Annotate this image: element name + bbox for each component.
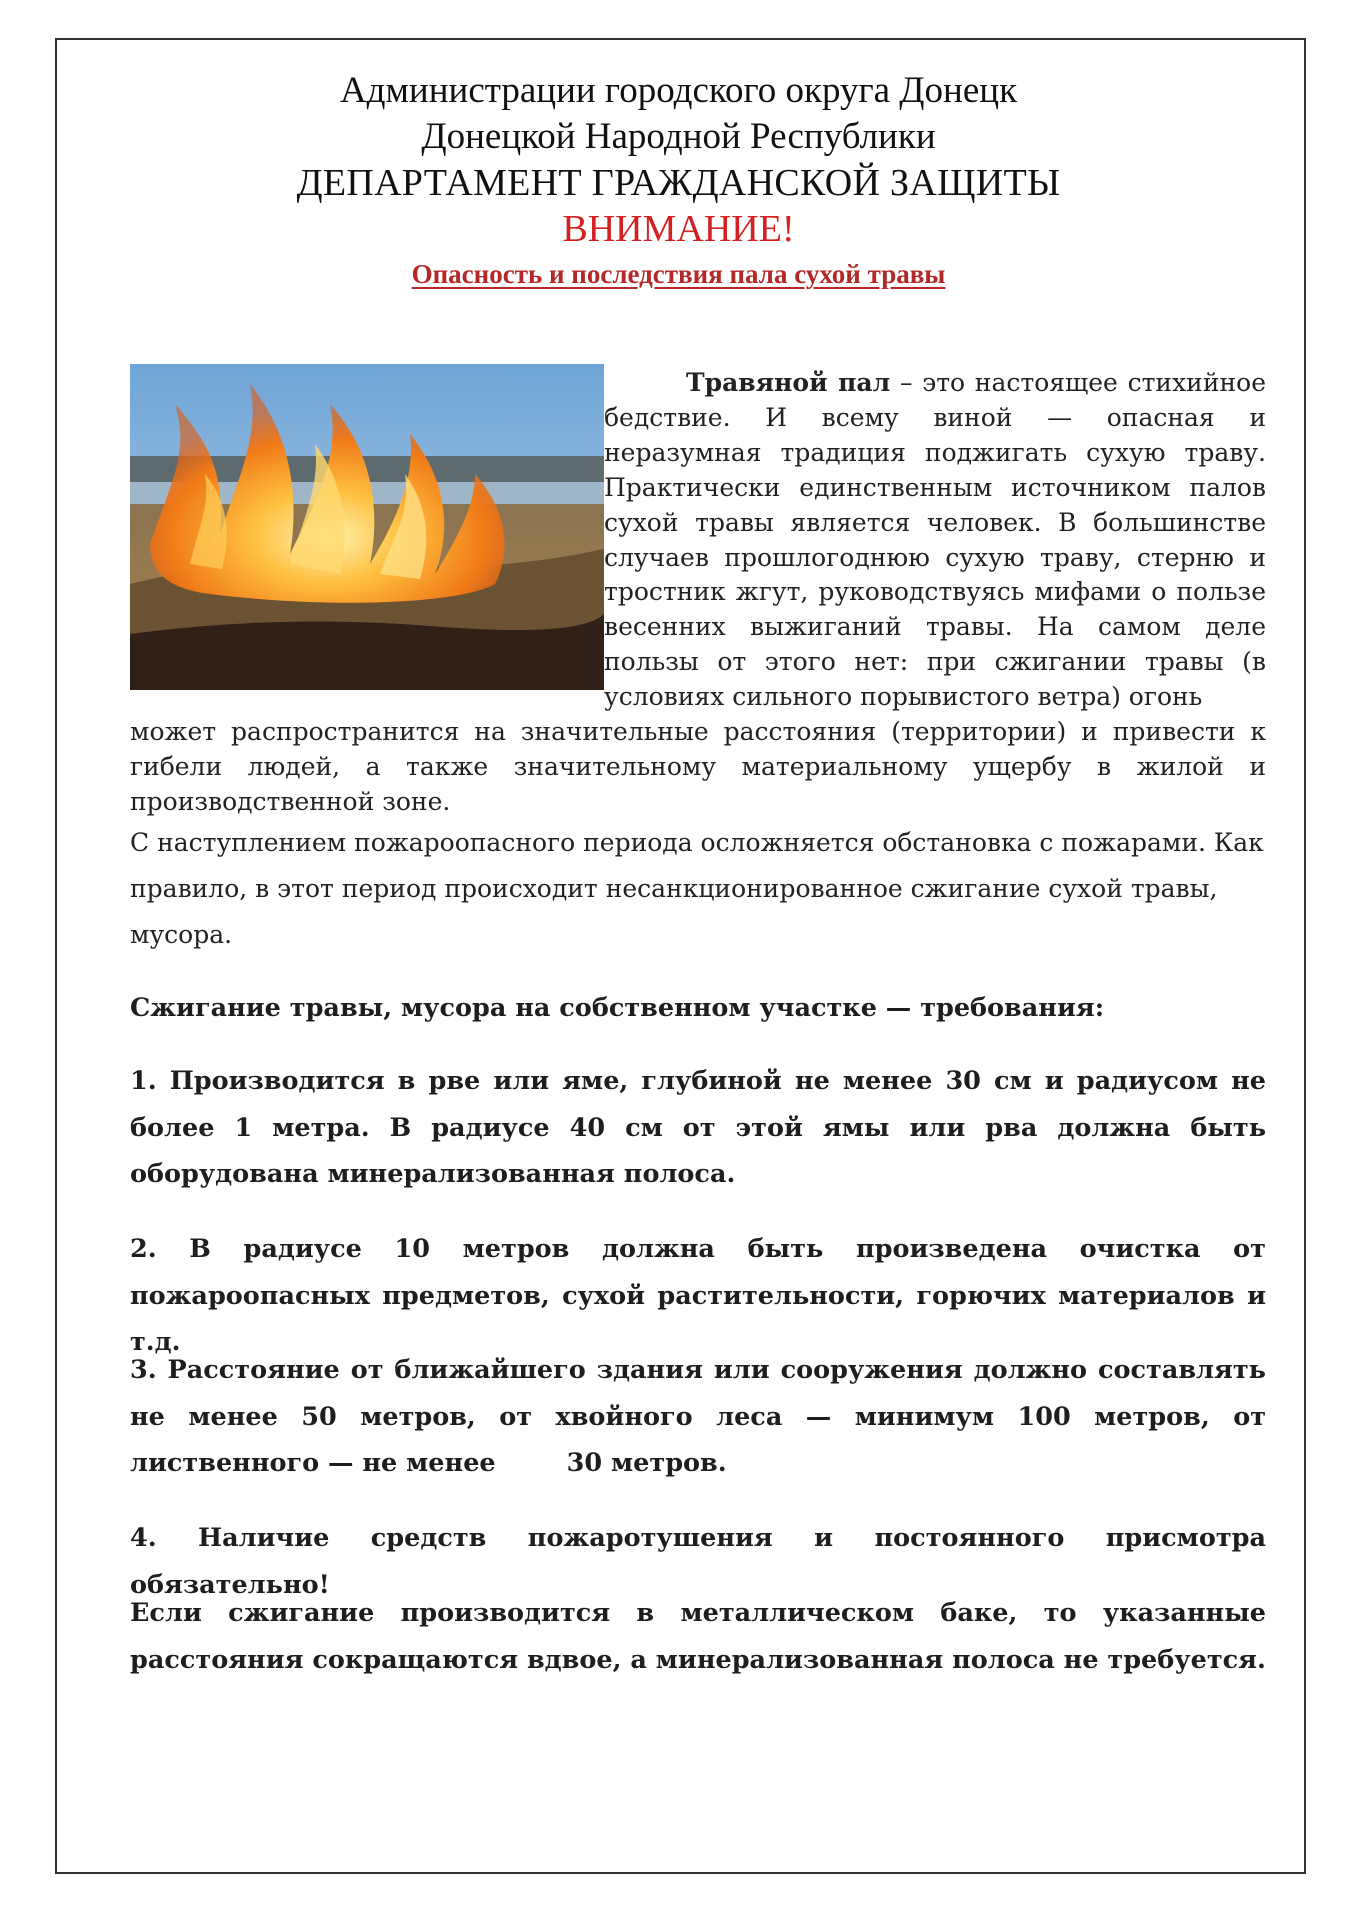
header-line-1: Администрации городского округа Донецк <box>339 70 1018 111</box>
requirement-item-3: 3. Расстояние от ближайшего здания или сооружения должно составлять не менее 50 метров, от хвойного леса — минимум 100 метров, от лиственного — не менее 30 метров. <box>130 1355 1275 1478</box>
intro-wrapped-body: – это настоящее стихийное бедствие. И всему виной — опасная и неразумная традиция поджигать сухую траву. Практически единственным источником палов сухой травы является человек. В большинстве случаев прошлогоднюю сухую траву, стерню и тростник жгут, руководствуясь мифами о пользе весенних выжиганий травы. На самом деле пользы от этого нет: при сжигании травы (в условиях сильного порывистого ветра) огонь <box>604 368 1267 712</box>
requirement-item-4: 4. Наличие средств пожаротушения и постоянного присмотра обязательно! <box>130 1523 1266 1600</box>
requirement-item-1: 1. Производится в рве или яме, глубиной не менее 30 см и радиусом не более 1 метра. В радиусе 40 см от этой ямы или рва должна быть оборудована минерализованная полоса. <box>130 1066 1266 1189</box>
intro-wrapped-text <box>604 366 1266 715</box>
metal-tank-note: Если сжигание производится в металлическом баке, то указанные расстояния сокращаются вдвое, а минерализованная полоса не требуется. <box>130 1598 1266 1675</box>
requirements-heading: Сжигание травы, мусора на собственном участке — требования: <box>130 993 1105 1023</box>
subtitle: Опасность и последствия пала сухой травы <box>411 259 946 289</box>
department-title: ДЕПАРТАМЕНТ ГРАЖДАНСКОЙ ЗАЩИТЫ <box>296 162 1061 204</box>
intro-term: Травяной пал <box>686 368 891 397</box>
grass-fire-photo <box>130 364 604 690</box>
header-line-2: Донецкой Народной Республики <box>421 116 936 157</box>
attention-heading: ВНИМАНИЕ! <box>562 208 795 250</box>
requirement-item-2: 2. В радиусе 10 метров должна быть произведена очистка от пожароопасных предметов, сухой растительности, горючих материалов и т.д. <box>130 1234 1266 1357</box>
intro-continued-text: может распространится на значительные расстояния (территории) и привести к гибели людей, а также значительному материальному ущербу в жилой и производственной зоне. <box>130 717 1266 816</box>
fire-season-paragraph: С наступлением пожароопасного периода осложняется обстановка с пожарами. Как правило, в этот период происходит несанкционированное сжигание сухой травы, мусора. <box>130 828 1264 949</box>
